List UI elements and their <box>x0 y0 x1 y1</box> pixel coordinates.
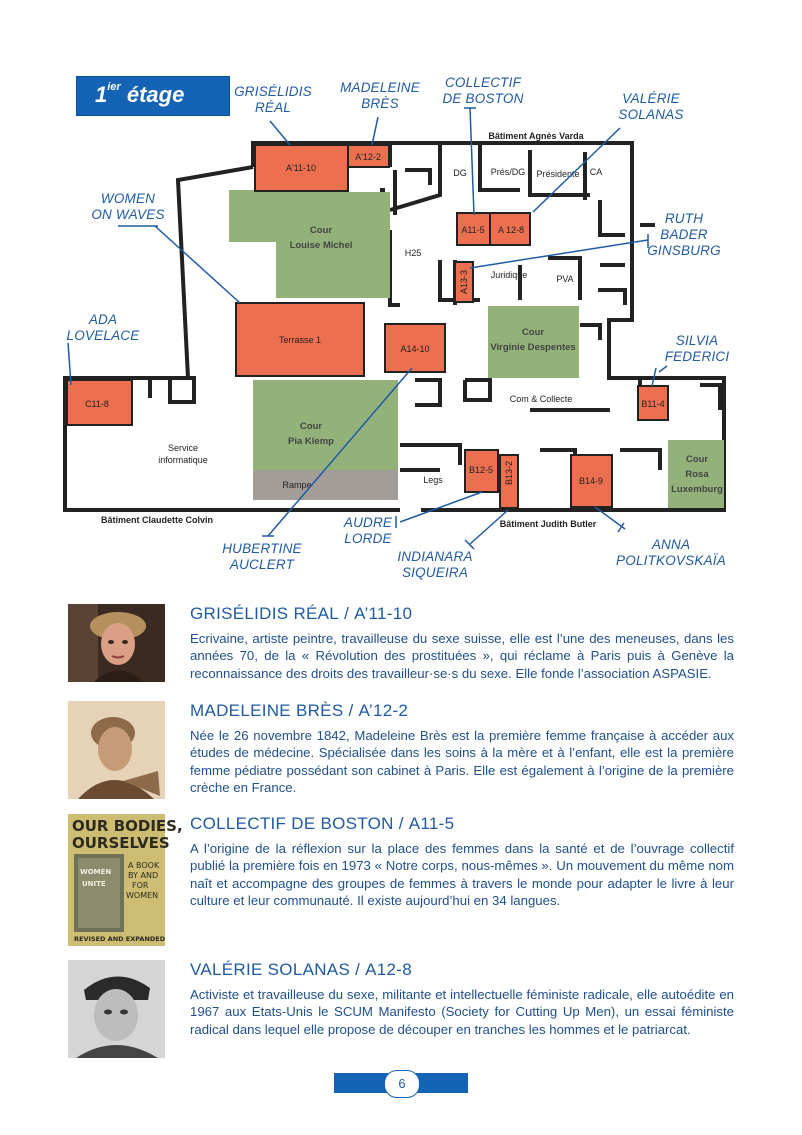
entry-title: COLLECTIF DE BOSTON / A11-5 <box>190 814 455 833</box>
svg-text:UNITE: UNITE <box>82 880 106 888</box>
label-b12-5: B12-5 <box>468 465 494 475</box>
entry-text: Née le 26 novembre 1842, Madeleine Brès est la première femme française à accéder aux études de médecine. Spécialisée dans les soins à la mère et à l’enfant, elle est la première femme pédiatre possédant son cabinet à Paris. Elle est également à l’origine de la première crèche en France. <box>190 728 734 795</box>
label-presidente: Présidente <box>536 169 580 179</box>
label-pva: PVA <box>556 274 574 284</box>
label-c11-8: C11-8 <box>85 399 109 409</box>
label-ca: CA <box>589 167 603 177</box>
label-h25: H25 <box>404 248 422 258</box>
svg-text:REVISED AND EXPANDED: REVISED AND EXPANDED <box>74 935 166 943</box>
callout-audre-lorde: AUDRE LORDE <box>343 515 393 546</box>
label-a12-2-prime: A'12-2 <box>355 152 381 162</box>
building-agnes-varda: Bâtiment Agnès Varda <box>488 131 584 141</box>
entry-collectif-de-boston <box>68 814 734 946</box>
building-claudette-colvin: Bâtiment Claudette Colvin <box>100 515 214 525</box>
entry-text: A l’origine de la réflexion sur la place des femmes dans la santé et de l’ouvrage collectif publié la première fois en 1973 « Notre corps, nous-mêmes ». Un mouvement du même nom naît et accompagne des groupes de femmes à travers le monde pour adapter le livre à leur culture et leur communauté. Il existe aujourd’hui en 34 langues. <box>190 841 734 908</box>
callout-women-on-waves: WOMEN ON WAVES <box>91 191 165 222</box>
callout-silvia-federici: SILVIA FEDERICI <box>664 333 730 364</box>
court-virginie-label-1: Cour <box>521 327 545 338</box>
court-louise-label-2: Louise Michel <box>289 240 353 251</box>
label-pres-dg: Prés/DG <box>490 167 526 177</box>
label-a11-10: A'11-10 <box>285 163 317 173</box>
svg-text:OUR BODIES,: OUR BODIES, <box>72 817 183 835</box>
court-pia-label-1: Cour <box>299 421 323 432</box>
court-pia-label-2: Pia Klemp <box>288 436 334 447</box>
label-service: Service <box>167 443 199 453</box>
svg-text:A BOOK: A BOOK <box>128 861 160 870</box>
svg-text:FOR: FOR <box>132 881 149 890</box>
floor-title: $1^{ier}$ étage <box>95 81 185 107</box>
label-b11-4: B11-4 <box>641 399 665 409</box>
entry-title: GRISÉLIDIS RÉAL / A’11-10 <box>190 604 413 623</box>
entry-title: VALÉRIE SOLANAS / A12-8 <box>190 960 412 979</box>
label-legs: Legs <box>423 475 443 485</box>
entry-griselidis-real <box>68 604 734 684</box>
entry-text: Activiste et travailleuse du sexe, militante et intellectuelle féministe radicale, elle autoédite en 1967 aux Etats-Unis le SCUM Manifesto (Society for Cutting Up Men), un essai féministe radical dans lequel elle propose de découper en tranches les hommes et le patriarcat. <box>190 987 734 1037</box>
court-rosa-label-1: Cour <box>685 454 709 465</box>
label-dg: DG <box>453 168 467 178</box>
callout-anna-politkovskaia: ANNA POLITKOVSKAÏA <box>616 537 726 568</box>
entry-valerie-solanas <box>68 960 734 1058</box>
callout-ruth-bader-ginsburg: RUTH BADER GINSBURG <box>647 211 721 258</box>
entry-madeleine-bres <box>68 701 734 799</box>
label-informatique: informatique <box>158 455 208 465</box>
building-judith-butler: Bâtiment Judith Butler <box>499 519 597 529</box>
book-cover-our-bodies-ourselves <box>68 814 183 946</box>
page-number: 6 <box>384 1070 420 1098</box>
svg-text:WOMEN: WOMEN <box>126 891 159 900</box>
entry-title: MADELEINE BRÈS / A’12-2 <box>190 701 409 720</box>
callout-ada-lovelace: ADA LOVELACE <box>66 312 140 343</box>
label-a14-10: A14-10 <box>400 344 430 354</box>
portrait-madeleine-bres <box>68 701 165 799</box>
label-a11-5: A11-5 <box>461 225 485 235</box>
svg-text:WOMEN: WOMEN <box>80 868 112 876</box>
callout-collectif-de-boston: COLLECTIF DE BOSTON <box>442 75 524 106</box>
label-com-collecte: Com & Collecte <box>509 394 573 404</box>
callout-madeleine-bres: MADELEINE BRÈS <box>340 80 420 111</box>
callout-hubertine-auclert: HUBERTINE AUCLERT <box>222 541 302 572</box>
label-a13-3: A13-3 <box>459 269 469 295</box>
court-louise-label-1: Cour <box>309 225 333 236</box>
portrait-valerie-solanas <box>68 960 165 1058</box>
portrait-griselidis-real <box>68 604 165 682</box>
court-rosa-label-3: Luxemburg <box>671 484 723 495</box>
court-louise-left <box>229 190 278 242</box>
court-rosa-label-2: Rosa <box>685 469 709 480</box>
label-rampe: Rampe <box>282 480 312 490</box>
svg-text:BY AND: BY AND <box>128 871 159 880</box>
court-virginie-label-2: Virginie Despentes <box>490 342 576 353</box>
court-pia-klemp <box>253 380 398 470</box>
label-b14-9: B14-9 <box>578 476 604 486</box>
label-b13-2: B13-2 <box>504 460 514 486</box>
callout-indianara-siqueira: INDIANARA SIQUEIRA <box>397 549 473 580</box>
label-juridique: Juridique <box>490 270 528 280</box>
ramp <box>253 470 398 500</box>
callout-griselidis-real: GRISÉLIDIS RÉAL <box>234 84 312 115</box>
svg-text:OURSELVES: OURSELVES <box>72 834 170 852</box>
label-terrasse-1: Terrasse 1 <box>278 335 322 345</box>
entry-text: Ecrivaine, artiste peintre, travailleuse du sexe suisse, elle est l’une des meneuses, dans les années 70, de la « Révolution des prostituées », qui réclame à Paris puis à Genève la reconnaissance des droits des travailleur·se·s du sexe. Elle fonde l’association ASPASIE. <box>190 631 734 681</box>
label-a12-8: A 12-8 <box>497 225 525 235</box>
callout-valerie-solanas: VALÉRIE SOLANAS <box>618 91 684 122</box>
